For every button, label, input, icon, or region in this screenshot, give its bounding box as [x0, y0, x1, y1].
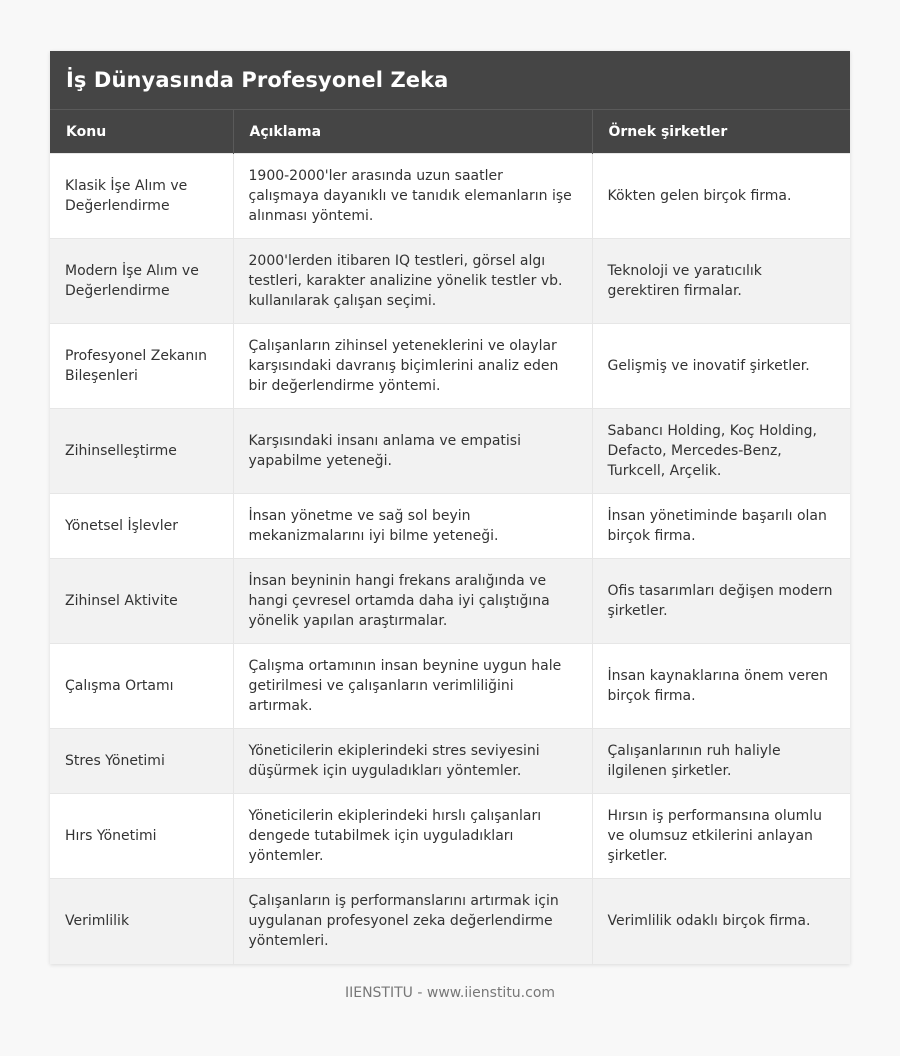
- column-header-aciklama: Açıklama: [233, 110, 592, 154]
- cell-ornek-sirketler: İnsan yönetiminde başarılı olan birçok firma.: [592, 494, 850, 559]
- page-title: İş Dünyasında Profesyonel Zeka: [66, 68, 449, 92]
- cell-ornek-sirketler: Hırsın iş performansına olumlu ve olumsuz etkilerini anlayan şirketler.: [592, 794, 850, 879]
- table-row: [50, 154, 850, 239]
- cell-ornek-sirketler: Gelişmiş ve inovatif şirketler.: [592, 324, 850, 409]
- cell-aciklama: Karşısındaki insanı anlama ve empatisi yapabilme yeteneği.: [233, 409, 592, 494]
- cell-konu: Klasik İşe Alım ve Değerlendirme: [50, 154, 233, 239]
- cell-ornek-sirketler: İnsan kaynaklarına önem veren birçok firma.: [592, 644, 850, 729]
- cell-konu: Zihinselleştirme: [50, 409, 233, 494]
- table-row: [50, 794, 850, 879]
- column-header-ornek-sirketler: Örnek şirketler: [592, 110, 850, 154]
- cell-ornek-sirketler: Çalışanlarının ruh haliyle ilgilenen şirketler.: [592, 729, 850, 794]
- cell-konu: Hırs Yönetimi: [50, 794, 233, 879]
- cell-konu: Stres Yönetimi: [50, 729, 233, 794]
- cell-aciklama: Yöneticilerin ekiplerindeki hırslı çalışanları dengede tutabilmek için uyguladıkları yöntemler.: [233, 794, 592, 879]
- table-header-row: [50, 110, 850, 154]
- table-row: [50, 644, 850, 729]
- cell-konu: Modern İşe Alım ve Değerlendirme: [50, 239, 233, 324]
- cell-aciklama: 2000'lerden itibaren IQ testleri, görsel algı testleri, karakter analizine yönelik testler vb. kullanılarak çalışan seçimi.: [233, 239, 592, 324]
- footer-credit: IIENSTITU - www.iienstitu.com: [344, 985, 556, 1001]
- cell-ornek-sirketler: Sabancı Holding, Koç Holding, Defacto, Mercedes-Benz, Turkcell, Arçelik.: [592, 409, 850, 494]
- cell-aciklama: Yöneticilerin ekiplerindeki stres seviyesini düşürmek için uyguladıkları yöntemler.: [233, 729, 592, 794]
- table-row: [50, 239, 850, 324]
- table-card: [50, 51, 850, 964]
- cell-ornek-sirketler: Ofis tasarımları değişen modern şirketler.: [592, 559, 850, 644]
- cell-konu: Çalışma Ortamı: [50, 644, 233, 729]
- table-row: [50, 494, 850, 559]
- cell-ornek-sirketler: Kökten gelen birçok firma.: [592, 154, 850, 239]
- cell-konu: Profesyonel Zekanın Bileşenleri: [50, 324, 233, 409]
- cell-konu: Zihinsel Aktivite: [50, 559, 233, 644]
- table-row: [50, 409, 850, 494]
- cell-aciklama: Çalışma ortamının insan beynine uygun hale getirilmesi ve çalışanların verimliliğini artırmak.: [233, 644, 592, 729]
- cell-aciklama: Çalışanların iş performanslarını artırmak için uygulanan profesyonel zeka değerlendirme yöntemleri.: [233, 879, 592, 964]
- column-header-konu: Konu: [50, 110, 233, 154]
- cell-konu: Verimlilik: [50, 879, 233, 964]
- cell-aciklama: İnsan yönetme ve sağ sol beyin mekanizmalarını iyi bilme yeteneği.: [233, 494, 592, 559]
- cell-aciklama: 1900-2000'ler arasında uzun saatler çalışmaya dayanıklı ve tanıdık elemanların işe alınması yöntemi.: [233, 154, 592, 239]
- table-row: [50, 559, 850, 644]
- table-row: [50, 324, 850, 409]
- cell-ornek-sirketler: Teknoloji ve yaratıcılık gerektiren firmalar.: [592, 239, 850, 324]
- cell-aciklama: Çalışanların zihinsel yeteneklerini ve olaylar karşısındaki davranış biçimlerini analiz eden bir değerlendirme yöntemi.: [233, 324, 592, 409]
- cell-ornek-sirketler: Verimlilik odaklı birçok firma.: [592, 879, 850, 964]
- table-row: [50, 729, 850, 794]
- title-bar: [50, 51, 850, 109]
- cell-konu: Yönetsel İşlevler: [50, 494, 233, 559]
- data-table: [50, 109, 850, 964]
- table-row: [50, 879, 850, 964]
- cell-aciklama: İnsan beyninin hangi frekans aralığında ve hangi çevresel ortamda daha iyi çalıştığına yönelik yapılan araştırmalar.: [233, 559, 592, 644]
